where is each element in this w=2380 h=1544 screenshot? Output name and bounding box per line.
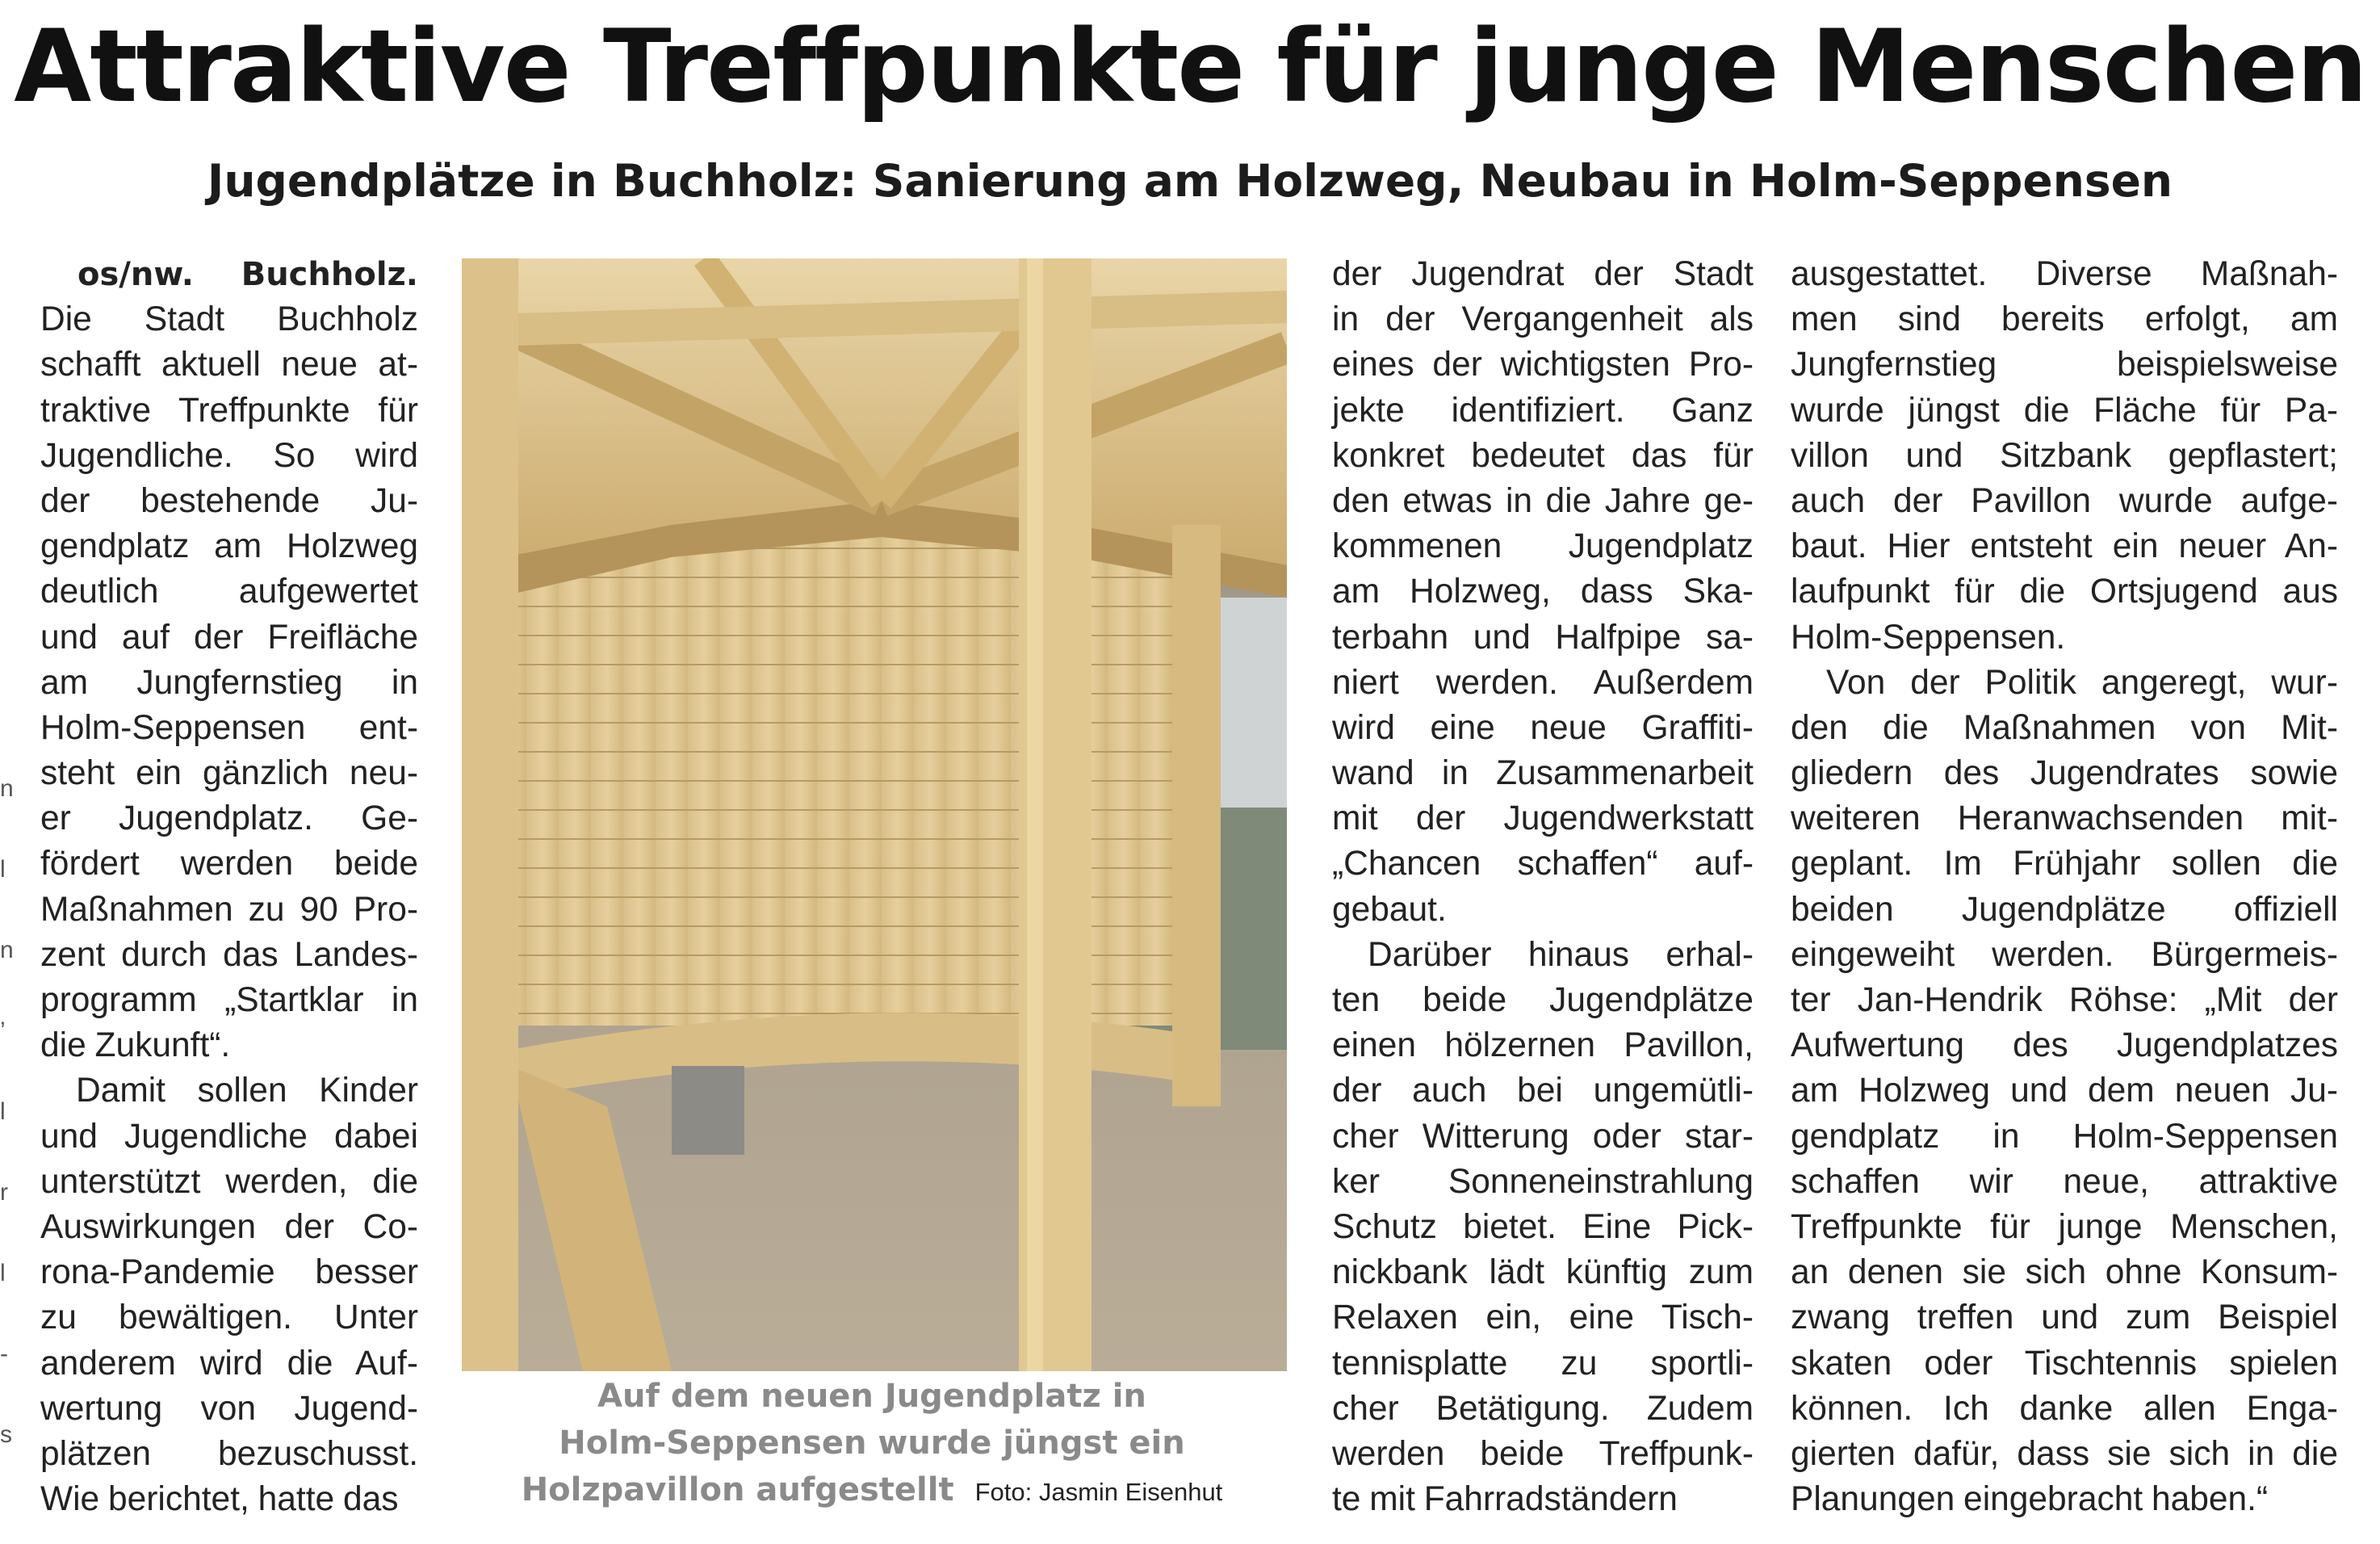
text-line: gierten dafür, dass sie sich in die — [1791, 1434, 2338, 1473]
text-line: können. Ich danke allen Enga- — [1791, 1389, 2338, 1428]
text-line: terbahn und Halfpipe sa- — [1332, 618, 1754, 657]
text-line: Damit sollen Kinder — [76, 1072, 418, 1110]
text-line: werden beide Treffpunk- — [1332, 1434, 1754, 1473]
text-line: gendplatz in Holm-Seppensen — [1791, 1117, 2338, 1156]
text-line: jekte identifiziert. Ganz — [1332, 391, 1754, 430]
text-line: zu bewältigen. Unter — [40, 1299, 418, 1337]
text-line: men sind bereits erfolgt, am — [1791, 300, 2338, 339]
text-line: rona-Pandemie besser — [40, 1253, 418, 1292]
text-line: er Jugendplatz. Ge- — [40, 799, 418, 838]
text-line: ausgestattet. Diverse Maßnah- — [1791, 255, 2338, 293]
caption-line-1: Auf dem neuen Jugendplatz in — [597, 1378, 1146, 1415]
photo-caption — [484, 1373, 1259, 1516]
text-line: cher Witterung oder star- — [1332, 1117, 1754, 1156]
text-line: Jugendliche. So wird — [40, 436, 418, 475]
text-line: und Jugendliche dabei — [40, 1117, 418, 1156]
text-line: der auch bei ungemütli- — [1332, 1072, 1754, 1110]
text-line: fördert werden beide — [40, 845, 418, 883]
text-line: der Jugendrat der Stadt — [1332, 255, 1754, 293]
article-column-2 — [1332, 252, 1754, 1522]
text-line: schafft aktuell neue at- — [40, 346, 418, 384]
article-column-1 — [40, 252, 418, 1522]
text-line: ter Jan-Hendrik Röhse: „Mit der — [1791, 981, 2338, 1019]
text-line: cher Betätigung. Zudem — [1332, 1389, 1754, 1428]
text-line: der bestehende Ju- — [40, 481, 418, 520]
text-line: Relaxen ein, eine Tisch- — [1332, 1299, 1754, 1337]
text-line: wurde jüngst die Fläche für Pa- — [1791, 391, 2338, 430]
edge-fragment: ’ — [0, 1017, 6, 1044]
article-column-3 — [1791, 252, 2338, 1522]
edge-fragment: l — [0, 1098, 6, 1125]
text-line: plätzen bezuschusst. — [40, 1434, 418, 1473]
edge-fragment: l — [0, 1260, 6, 1286]
text-line: te mit Fahrradständern — [1332, 1480, 1678, 1519]
text-line: konkret bedeutet das für — [1332, 436, 1754, 475]
text-line: zwang treffen und zum Beispiel — [1791, 1299, 2338, 1337]
text-line: Schutz bietet. Eine Pick- — [1332, 1207, 1754, 1246]
text-line: am Holzweg und dem neuen Ju- — [1791, 1072, 2338, 1110]
edge-fragment: s — [0, 1421, 12, 1448]
text-line: eingeweiht werden. Bürgermeis- — [1791, 935, 2338, 974]
text-line: die Zukunft“. — [40, 1026, 231, 1065]
text-line: mit der Jugendwerkstatt — [1332, 799, 1754, 838]
text-line: wand in Zusammenarbeit — [1332, 754, 1754, 793]
text-line: beiden Jugendplätze offiziell — [1791, 890, 2338, 929]
text-line: ten beide Jugendplätze — [1332, 981, 1754, 1019]
text-line: laufpunkt für die Ortsjugend aus — [1791, 573, 2338, 611]
edge-fragment: n — [0, 775, 14, 802]
text-line: Maßnahmen zu 90 Pro- — [40, 890, 418, 929]
text-line: Jungfernstieg beispielsweise — [1791, 346, 2338, 384]
text-line: gendplatz am Holzweg — [40, 527, 418, 566]
text-line: os/nw. Buchholz. — [78, 256, 418, 293]
text-line: steht ein gänzlich neu- — [40, 754, 418, 793]
text-line: Holm-Seppensen. — [1791, 618, 2066, 657]
text-line: wird eine neue Graffiti- — [1332, 708, 1754, 747]
text-line: einen hölzernen Pavillon, — [1332, 1026, 1754, 1065]
text-line: wertung von Jugend- — [40, 1389, 418, 1428]
text-line: unterstützt werden, die — [40, 1162, 418, 1201]
photo-credit: Foto: Jasmin Eisenhut — [974, 1478, 1223, 1506]
text-line: Von der Politik angeregt, wur- — [1826, 663, 2338, 702]
text-line: Wie berichtet, hatte das — [40, 1480, 399, 1519]
subheadline: Jugendplätze in Buchholz: Sanierung am Holzweg, Neubau in Holm-Seppensen — [207, 155, 2173, 207]
edge-fragment: n — [0, 937, 14, 963]
text-line: den die Maßnahmen von Mit- — [1791, 708, 2338, 747]
headline: Attraktive Treffpunkte für junge Menschen — [14, 9, 2366, 125]
text-line: gebaut. — [1332, 890, 1447, 929]
text-line: auch der Pavillon wurde aufge- — [1791, 481, 2338, 520]
text-line: kommenen Jugendplatz — [1332, 527, 1754, 566]
text-line: anderem wird die Auf- — [40, 1344, 418, 1382]
text-line: zent durch das Landes- — [40, 935, 418, 974]
wooden-pavilion-illustration — [462, 258, 1287, 1371]
text-line: in der Vergangenheit als — [1332, 300, 1754, 339]
text-line: „Chancen schaffen“ auf- — [1332, 845, 1754, 883]
edge-fragment: l — [0, 856, 6, 883]
text-line: baut. Hier entsteht ein neuer An- — [1791, 527, 2338, 566]
text-line: Holm-Seppensen ent- — [40, 708, 418, 747]
text-line: Die Stadt Buchholz — [40, 300, 418, 339]
text-line: an denen sie sich ohne Konsum- — [1791, 1253, 2338, 1292]
text-line: skaten oder Tischtennis spielen — [1791, 1344, 2338, 1382]
text-line: geplant. Im Frühjahr sollen die — [1791, 845, 2338, 883]
text-line: am Jungfernstieg in — [40, 663, 418, 702]
caption-line-2: Holm-Seppensen wurde jüngst ein — [559, 1424, 1185, 1462]
caption-line-3-text: Holzpavillon aufgestellt — [521, 1471, 954, 1508]
text-line: am Holzweg, dass Ska- — [1332, 573, 1754, 611]
text-line: programm „Startklar in — [40, 981, 418, 1019]
text-line: Darüber hinaus erhal- — [1368, 935, 1754, 974]
text-line: villon und Sitzbank gepflastert; — [1791, 436, 2338, 475]
text-line: niert werden. Außerdem — [1332, 663, 1754, 702]
text-line: ker Sonneneinstrahlung — [1332, 1162, 1754, 1201]
text-line: deutlich aufgewertet — [40, 573, 418, 611]
caption-line-3 — [484, 1466, 1259, 1516]
text-line: gliedern des Jugendrates sowie — [1791, 754, 2338, 793]
text-line: eines der wichtigsten Pro- — [1332, 346, 1754, 384]
pavilion-photo — [462, 258, 1287, 1371]
text-line: schaffen wir neue, attraktive — [1791, 1162, 2338, 1201]
text-line: traktive Treffpunkte für — [40, 391, 418, 430]
edge-fragment: r — [0, 1179, 8, 1206]
text-line: nickbank lädt künftig zum — [1332, 1253, 1754, 1292]
text-line: Planungen eingebracht haben.“ — [1791, 1480, 2269, 1519]
edge-fragment: - — [0, 1341, 8, 1367]
text-line: tennisplatte zu sportli- — [1332, 1344, 1754, 1382]
text-line: Auswirkungen der Co- — [40, 1207, 418, 1246]
text-line: Aufwertung des Jugendplatzes — [1791, 1026, 2338, 1065]
text-line: und auf der Freifläche — [40, 618, 418, 657]
text-line: Treffpunkte für junge Menschen, — [1791, 1207, 2338, 1246]
text-line: den etwas in die Jahre ge- — [1332, 481, 1754, 520]
text-line: weiteren Heranwachsenden mit- — [1791, 799, 2338, 838]
